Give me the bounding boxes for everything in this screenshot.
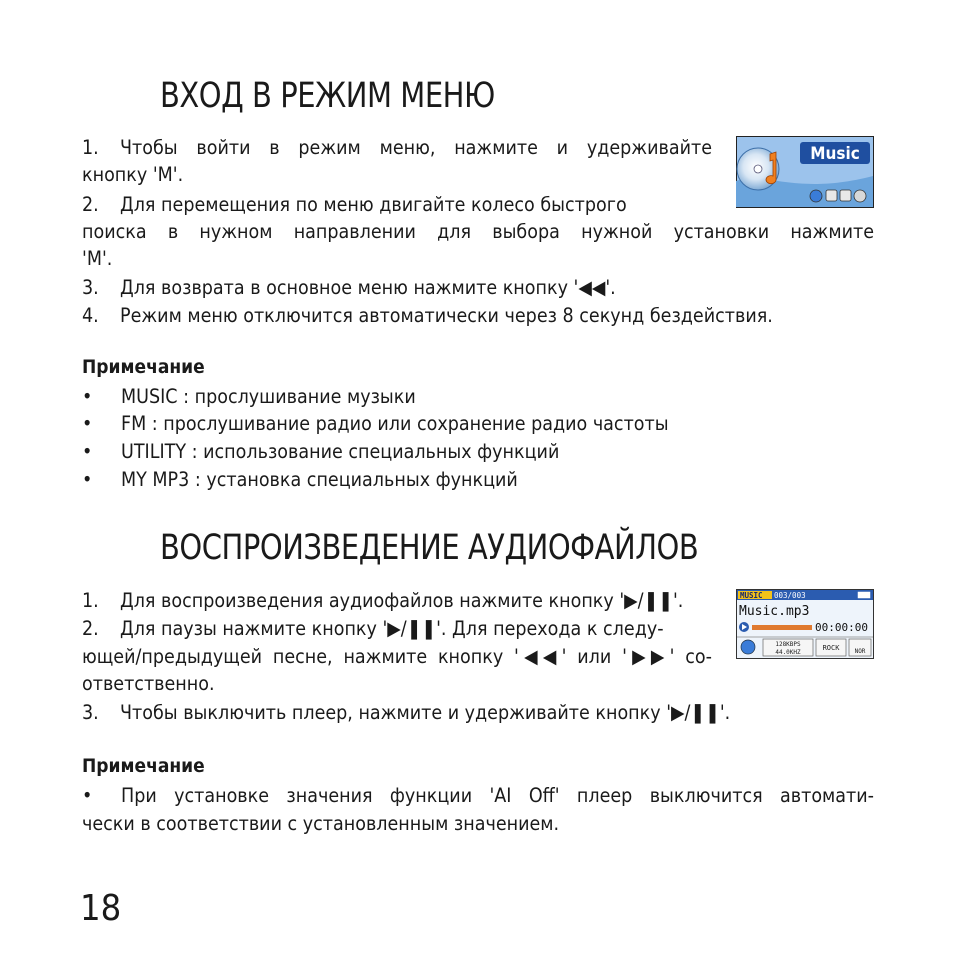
s2-item1: 1. Для воспроизведения аудиофайлов нажмите кнопку '▶/❚❚'. [82, 589, 684, 612]
s2-item2-line3: ответственно. [82, 672, 215, 695]
player-mode: MUSIC [740, 591, 763, 600]
player-bitrate: 128KBPS [775, 641, 801, 648]
s1-item2-line1: 2. Для перемещения по меню двигайте колесо быстрого [82, 193, 627, 216]
s1-note-4: • MY MP3 : установка специальных функций [82, 468, 518, 491]
s1-item1-line2: кнопку 'M'. [82, 163, 184, 186]
s2-item3: 3. Чтобы выключить плеер, нажмите и удерживайте кнопку '▶/❚❚'. [82, 701, 731, 724]
music-label: Music [810, 144, 860, 164]
s2-note-line2: чески в соответствии с установленным значением. [82, 812, 560, 835]
player-eq: ROCK [822, 644, 840, 652]
s1-note-title: Примечание [82, 356, 205, 378]
player-track: 003/003 [774, 591, 806, 600]
music-menu-screen-image [736, 136, 874, 208]
s2-item2-line2: ющей/предыдущей песне, нажмите кнопку '◀◀' или '▶▶' со- [82, 645, 712, 668]
player-time: 00:00:00 [815, 621, 868, 634]
player-file: Music.mp3 [739, 604, 810, 619]
s1-item1-line1: 1. Чтобы войти в режим меню, нажмите и удерживайте [82, 136, 712, 159]
s1-item2-line2: поиска в нужном направлении для выбора нужной установки нажмите [82, 220, 874, 243]
s1-item4: 4. Режим меню отключится автоматически через 8 секунд бездействия. [82, 304, 773, 327]
s2-note-line1: • При установке значения функции 'AI Off' плеер выключится автомати- [82, 784, 874, 807]
player-freq: 44.0KHZ [775, 649, 801, 656]
player-mode2: NOR [854, 648, 866, 655]
s1-note-1: • MUSIC : прослушивание музыки [82, 385, 416, 408]
s2-note-title: Примечание [82, 755, 205, 777]
section2-title: ВОСПРОИЗВЕДЕНИЕ АУДИОФАЙЛОВ [160, 528, 699, 568]
section1-title: ВХОД В РЕЖИМ МЕНЮ [160, 76, 495, 116]
music-player-screen-image [736, 589, 874, 659]
s1-item3: 3. Для возврата в основное меню нажмите кнопку '◀◀'. [82, 276, 616, 299]
s2-item2-line1: 2. Для паузы нажмите кнопку '▶/❚❚'. Для перехода к следу- [82, 617, 664, 640]
s1-note-3: • UTILITY : использование специальных функций [82, 440, 560, 463]
s1-item2-line3: 'M'. [82, 247, 113, 270]
s1-note-2: • FM : прослушивание радио или сохранение радио частоты [82, 412, 669, 435]
page-number: 18 [80, 888, 122, 929]
